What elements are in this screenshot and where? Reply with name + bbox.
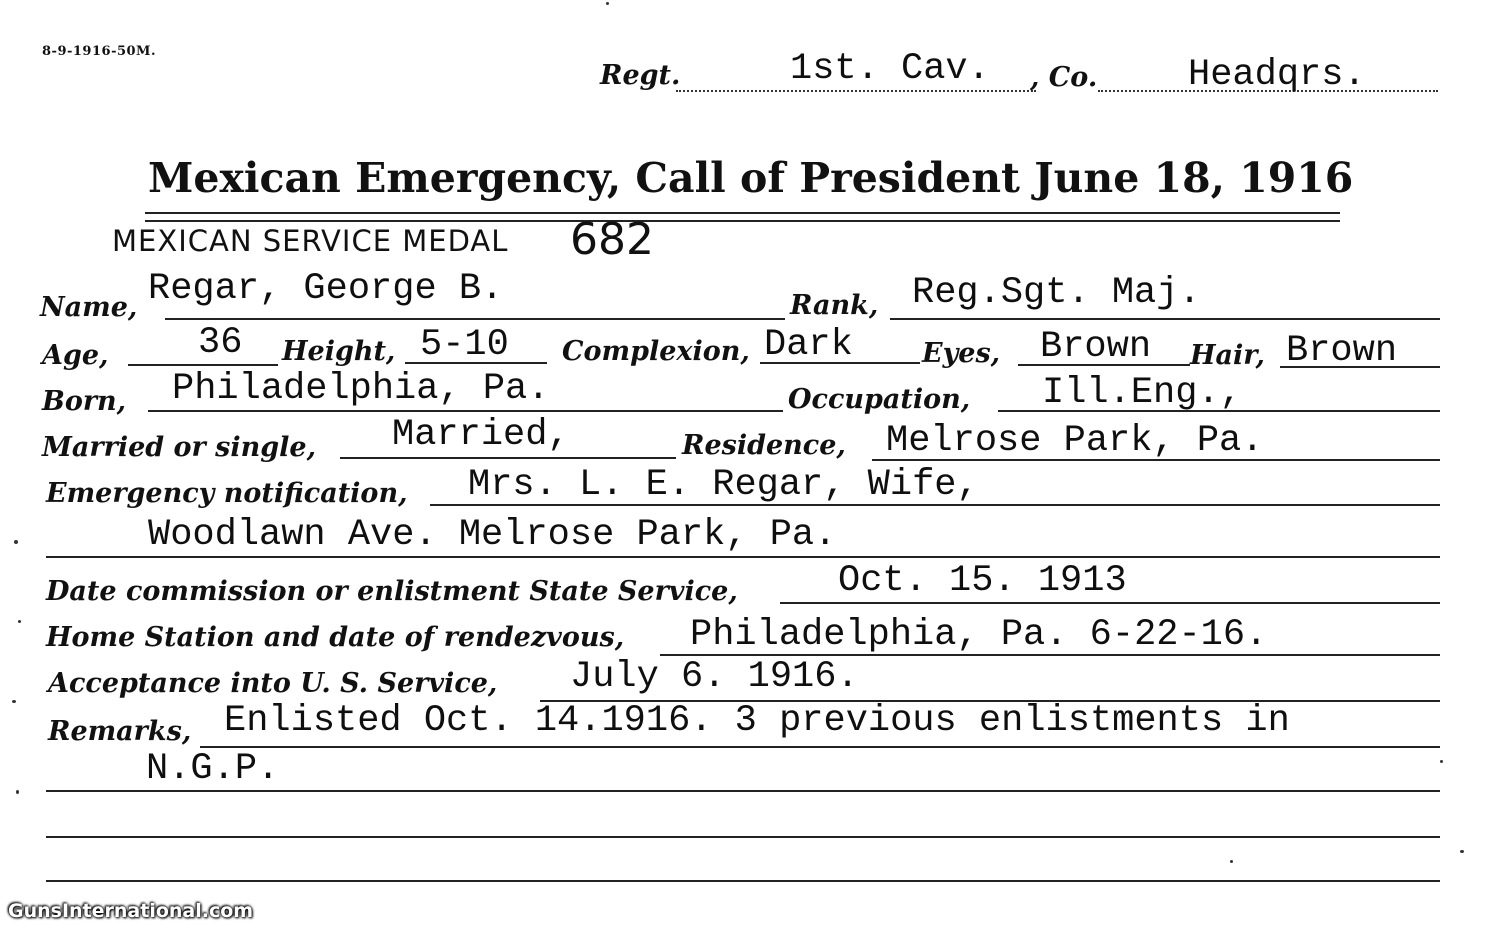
complexion-label: Complexion, [562,336,750,367]
commission-label: Date commission or enlistment State Service, [46,576,738,607]
scan-speck [16,790,19,794]
married-label: Married or single, [42,432,316,463]
age-value: 36 [198,322,243,364]
married-value: Married, [392,414,570,456]
emergency-value-2: Woodlawn Ave. Melrose Park, Pa. [148,514,837,556]
regt-line [676,90,1036,92]
scan-speck [606,2,609,5]
co-label: , Co. [1030,62,1098,93]
rank-line [890,318,1440,320]
scan-speck [18,620,21,623]
regt-label: Regt. [600,60,681,91]
home-station-value: Philadelphia, Pa. 6-22-16. [690,614,1268,656]
emergency-line-2 [46,556,1440,558]
commission-line [780,602,1440,604]
eyes-value: Brown [1040,326,1152,368]
card-title: Mexican Emergency, Call of President June 18, 1916 [148,154,1354,202]
age-label: Age, [42,340,109,371]
scan-speck [1440,760,1443,763]
acceptance-label: Acceptance into U. S. Service, [48,668,498,699]
remarks-line-4 [46,880,1440,882]
home-station-label: Home Station and date of rendezvous, [46,622,625,653]
born-line [148,410,783,412]
scan-speck [14,540,18,544]
scan-speck [12,700,16,703]
title-rule-bottom [145,220,1340,222]
scan-speck [1230,860,1233,863]
remarks-line-3 [46,836,1440,838]
name-value: Regar, George B. [148,268,504,310]
residence-label: Residence, [682,430,846,461]
age-line [128,364,278,366]
acceptance-value: July 6. 1916. [570,656,859,698]
remarks-value-2: N.G.P. [146,748,280,790]
regt-value: 1st. Cav. [790,48,990,90]
medal-stamp: MEXICAN SERVICE MEDAL [112,224,509,258]
complexion-value: Dark [764,324,853,366]
form-number: 8-9-1916-50M. [42,44,156,59]
emergency-value-1: Mrs. L. E. Regar, Wife, [468,464,979,506]
occupation-label: Occupation, [788,384,971,415]
residence-value: Melrose Park, Pa. [886,420,1264,462]
height-label: Height, [282,336,396,367]
rank-label: Rank, [790,290,879,321]
married-line [340,457,676,459]
commission-value: Oct. 15. 1913 [838,560,1127,602]
born-label: Born, [42,386,127,417]
remarks-label: Remarks, [48,716,192,747]
hair-value: Brown [1286,330,1398,372]
eyes-label: Eyes, [922,338,1001,369]
occupation-value: Ill.Eng., [1042,372,1242,414]
scan-speck [1460,850,1464,853]
remarks-line [200,746,1440,748]
co-value: Headqrs. [1188,54,1366,96]
height-value: 5-10 [420,324,509,366]
hair-label: Hair, [1190,340,1265,371]
rank-value: Reg.Sgt. Maj. [912,272,1201,314]
watermark-logo: GunsInternational.com [8,900,254,922]
name-line [165,318,785,320]
medal-number: 682 [570,214,654,265]
remarks-value-1: Enlisted Oct. 14.1916. 3 previous enlistments in [224,700,1290,742]
emergency-label: Emergency notification, [46,478,408,509]
title-rule-top [145,212,1340,214]
name-label: Name, [40,292,138,323]
born-value: Philadelphia, Pa. [172,368,550,410]
remarks-line-2 [46,790,1440,792]
